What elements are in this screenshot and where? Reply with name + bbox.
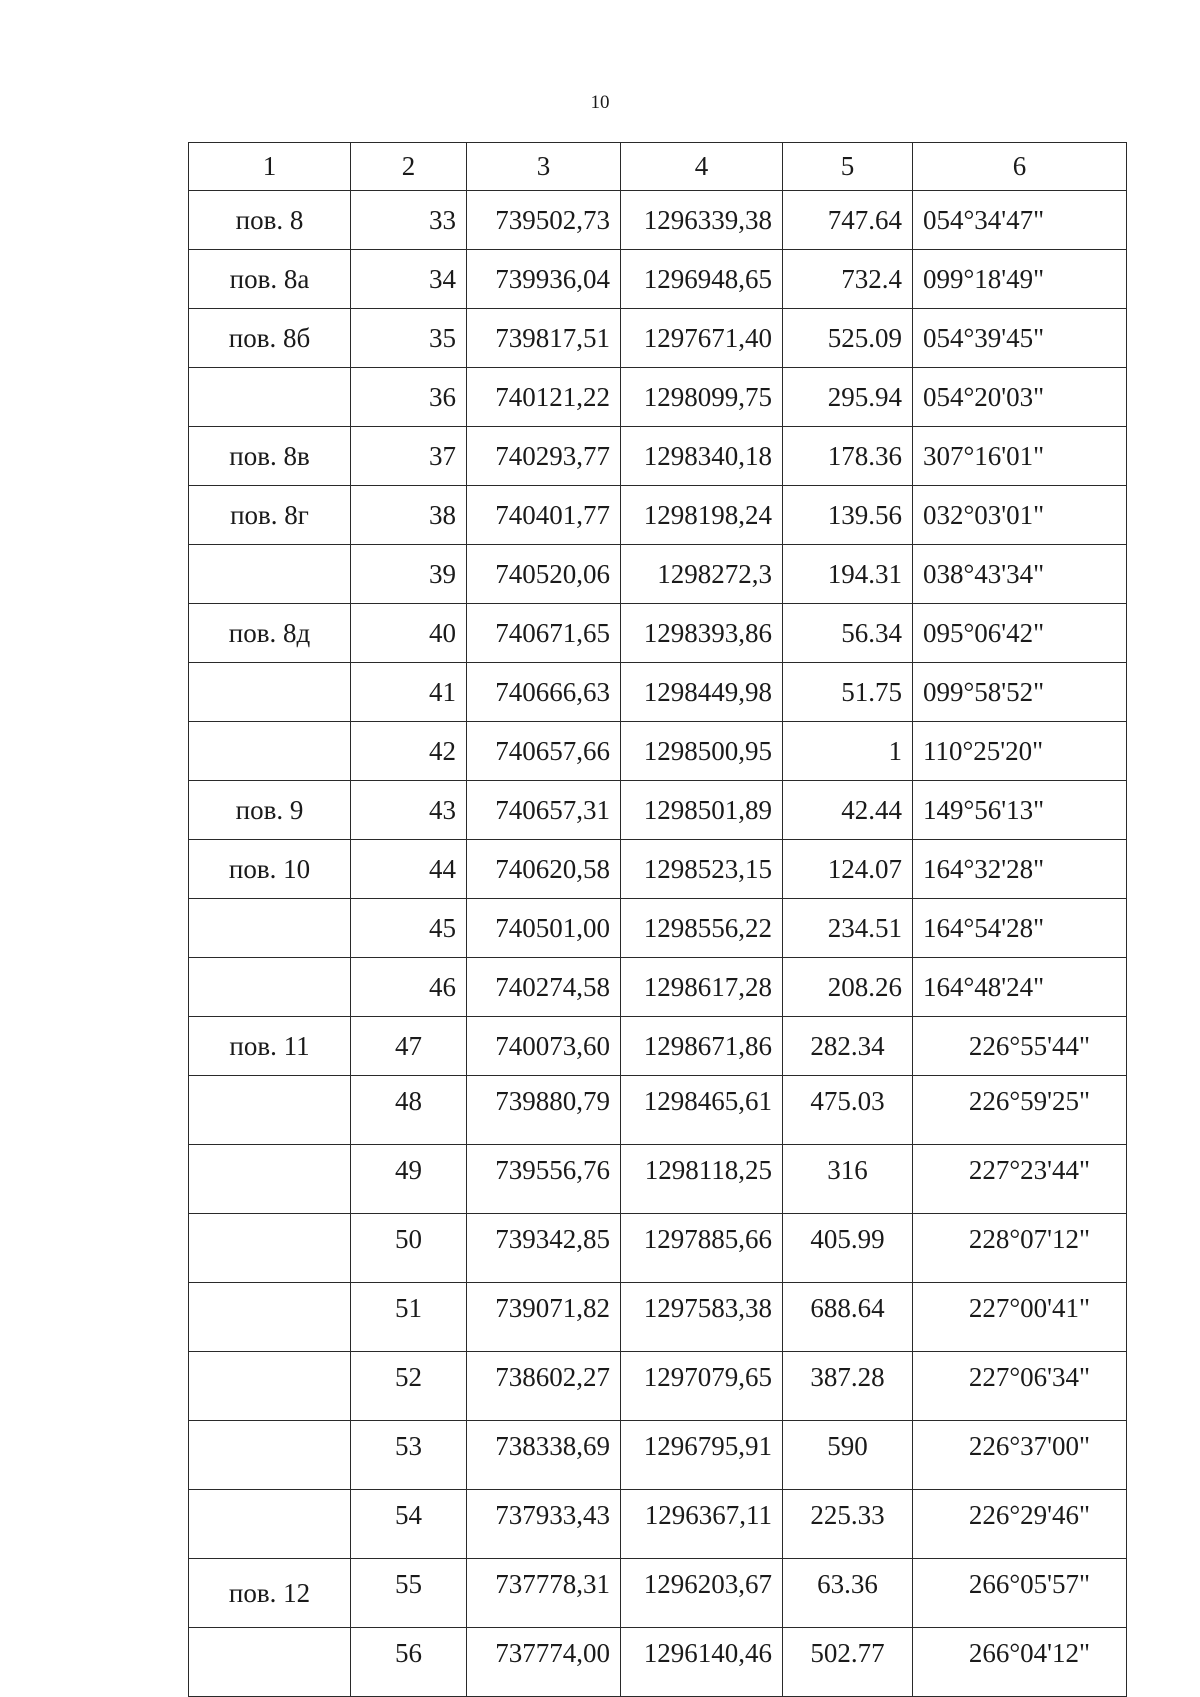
cell-direction-angle: 032°03'01" <box>913 486 1127 545</box>
cell-x-coordinate: 739502,73 <box>467 191 621 250</box>
header-col-2: 2 <box>351 143 467 191</box>
cell-y-coordinate: 1297079,65 <box>621 1352 783 1421</box>
cell-turn-label <box>189 368 351 427</box>
cell-turn-label: пов. 10 <box>189 840 351 899</box>
cell-x-coordinate: 739880,79 <box>467 1076 621 1145</box>
cell-y-coordinate: 1298393,86 <box>621 604 783 663</box>
cell-direction-angle: 226°37'00" <box>913 1421 1127 1490</box>
cell-distance: 194.31 <box>783 545 913 604</box>
header-row <box>189 143 1127 191</box>
cell-direction-angle: 227°23'44" <box>913 1145 1127 1214</box>
cell-turn-label <box>189 1490 351 1559</box>
cell-direction-angle: 226°55'44" <box>913 1017 1127 1076</box>
cell-distance: 590 <box>783 1421 913 1490</box>
cell-turn-label <box>189 899 351 958</box>
cell-distance: 56.34 <box>783 604 913 663</box>
cell-distance: 42.44 <box>783 781 913 840</box>
cell-point-number: 38 <box>351 486 467 545</box>
cell-x-coordinate: 740657,66 <box>467 722 621 781</box>
cell-x-coordinate: 739342,85 <box>467 1214 621 1283</box>
cell-turn-label: пов. 8в <box>189 427 351 486</box>
cell-point-number: 54 <box>351 1490 467 1559</box>
cell-x-coordinate: 737778,31 <box>467 1559 621 1628</box>
cell-direction-angle: 054°20'03" <box>913 368 1127 427</box>
cell-distance: 502.77 <box>783 1628 913 1697</box>
cell-point-number: 48 <box>351 1076 467 1145</box>
cell-distance: 1 <box>783 722 913 781</box>
cell-x-coordinate: 737933,43 <box>467 1490 621 1559</box>
page-number: 10 <box>590 92 610 113</box>
cell-direction-angle: 227°06'34" <box>913 1352 1127 1421</box>
cell-point-number: 35 <box>351 309 467 368</box>
cell-point-number: 42 <box>351 722 467 781</box>
cell-point-number: 39 <box>351 545 467 604</box>
cell-point-number: 45 <box>351 899 467 958</box>
cell-distance: 688.64 <box>783 1283 913 1352</box>
cell-x-coordinate: 740520,06 <box>467 545 621 604</box>
cell-y-coordinate: 1298671,86 <box>621 1017 783 1076</box>
cell-direction-angle: 266°04'12" <box>913 1628 1127 1697</box>
cell-y-coordinate: 1297885,66 <box>621 1214 783 1283</box>
cell-x-coordinate: 740501,00 <box>467 899 621 958</box>
cell-distance: 63.36 <box>783 1559 913 1628</box>
cell-y-coordinate: 1298523,15 <box>621 840 783 899</box>
cell-distance: 747.64 <box>783 191 913 250</box>
cell-y-coordinate: 1298198,24 <box>621 486 783 545</box>
table-row <box>189 1017 1127 1076</box>
table-body <box>189 191 1127 1697</box>
table-row <box>189 1352 1127 1421</box>
header-col-5: 5 <box>783 143 913 191</box>
cell-x-coordinate: 740073,60 <box>467 1017 621 1076</box>
table-header <box>189 143 1127 191</box>
cell-distance: 225.33 <box>783 1490 913 1559</box>
cell-point-number: 53 <box>351 1421 467 1490</box>
cell-direction-angle: 164°32'28" <box>913 840 1127 899</box>
cell-y-coordinate: 1298118,25 <box>621 1145 783 1214</box>
table-row <box>189 722 1127 781</box>
cell-y-coordinate: 1298617,28 <box>621 958 783 1017</box>
cell-turn-label <box>189 1145 351 1214</box>
cell-y-coordinate: 1297583,38 <box>621 1283 783 1352</box>
cell-point-number: 44 <box>351 840 467 899</box>
cell-y-coordinate: 1296795,91 <box>621 1421 783 1490</box>
cell-y-coordinate: 1298500,95 <box>621 722 783 781</box>
cell-y-coordinate: 1298272,3 <box>621 545 783 604</box>
coordinates-table <box>188 142 1127 1697</box>
cell-y-coordinate: 1298099,75 <box>621 368 783 427</box>
cell-direction-angle: 226°59'25" <box>913 1076 1127 1145</box>
cell-turn-label <box>189 1352 351 1421</box>
table-row <box>189 840 1127 899</box>
cell-point-number: 52 <box>351 1352 467 1421</box>
cell-point-number: 50 <box>351 1214 467 1283</box>
cell-distance: 208.26 <box>783 958 913 1017</box>
cell-x-coordinate: 737774,00 <box>467 1628 621 1697</box>
cell-distance: 295.94 <box>783 368 913 427</box>
cell-turn-label <box>189 1214 351 1283</box>
cell-y-coordinate: 1298340,18 <box>621 427 783 486</box>
cell-turn-label: пов. 9 <box>189 781 351 840</box>
table-row <box>189 545 1127 604</box>
table-row <box>189 1283 1127 1352</box>
cell-direction-angle: 095°06'42" <box>913 604 1127 663</box>
cell-direction-angle: 054°39'45" <box>913 309 1127 368</box>
cell-distance: 234.51 <box>783 899 913 958</box>
cell-turn-label <box>189 1421 351 1490</box>
cell-distance: 178.36 <box>783 427 913 486</box>
cell-turn-label <box>189 1628 351 1697</box>
cell-x-coordinate: 740666,63 <box>467 663 621 722</box>
cell-distance: 124.07 <box>783 840 913 899</box>
cell-direction-angle: 099°58'52" <box>913 663 1127 722</box>
cell-turn-label: пов. 11 <box>189 1017 351 1076</box>
cell-turn-label: пов. 8а <box>189 250 351 309</box>
cell-distance: 525.09 <box>783 309 913 368</box>
cell-point-number: 34 <box>351 250 467 309</box>
cell-turn-label <box>189 545 351 604</box>
table-row <box>189 604 1127 663</box>
cell-x-coordinate: 740401,77 <box>467 486 621 545</box>
cell-direction-angle: 164°54'28" <box>913 899 1127 958</box>
cell-y-coordinate: 1298449,98 <box>621 663 783 722</box>
cell-y-coordinate: 1296367,11 <box>621 1490 783 1559</box>
cell-direction-angle: 038°43'34" <box>913 545 1127 604</box>
cell-point-number: 56 <box>351 1628 467 1697</box>
cell-distance: 732.4 <box>783 250 913 309</box>
cell-y-coordinate: 1296140,46 <box>621 1628 783 1697</box>
cell-point-number: 51 <box>351 1283 467 1352</box>
header-col-3: 3 <box>467 143 621 191</box>
table-row <box>189 486 1127 545</box>
cell-point-number: 55 <box>351 1559 467 1628</box>
cell-point-number: 47 <box>351 1017 467 1076</box>
cell-y-coordinate: 1296203,67 <box>621 1559 783 1628</box>
cell-turn-label <box>189 722 351 781</box>
cell-x-coordinate: 740274,58 <box>467 958 621 1017</box>
table-row <box>189 250 1127 309</box>
cell-y-coordinate: 1298501,89 <box>621 781 783 840</box>
cell-turn-label <box>189 958 351 1017</box>
cell-direction-angle: 226°29'46" <box>913 1490 1127 1559</box>
cell-direction-angle: 054°34'47" <box>913 191 1127 250</box>
table-row <box>189 1628 1127 1697</box>
cell-x-coordinate: 740293,77 <box>467 427 621 486</box>
cell-x-coordinate: 738602,27 <box>467 1352 621 1421</box>
cell-point-number: 41 <box>351 663 467 722</box>
cell-distance: 282.34 <box>783 1017 913 1076</box>
cell-point-number: 40 <box>351 604 467 663</box>
header-col-4: 4 <box>621 143 783 191</box>
cell-point-number: 33 <box>351 191 467 250</box>
cell-x-coordinate: 739817,51 <box>467 309 621 368</box>
cell-direction-angle: 110°25'20" <box>913 722 1127 781</box>
cell-distance: 51.75 <box>783 663 913 722</box>
cell-direction-angle: 266°05'57" <box>913 1559 1127 1628</box>
table-row <box>189 899 1127 958</box>
cell-x-coordinate: 739071,82 <box>467 1283 621 1352</box>
cell-distance: 387.28 <box>783 1352 913 1421</box>
table-row <box>189 663 1127 722</box>
cell-turn-label: пов. 8г <box>189 486 351 545</box>
cell-direction-angle: 228°07'12" <box>913 1214 1127 1283</box>
cell-turn-label: пов. 8б <box>189 309 351 368</box>
cell-distance: 139.56 <box>783 486 913 545</box>
cell-y-coordinate: 1298465,61 <box>621 1076 783 1145</box>
table-row <box>189 1421 1127 1490</box>
cell-distance: 475.03 <box>783 1076 913 1145</box>
cell-point-number: 37 <box>351 427 467 486</box>
cell-distance: 316 <box>783 1145 913 1214</box>
cell-x-coordinate: 739556,76 <box>467 1145 621 1214</box>
cell-x-coordinate: 739936,04 <box>467 250 621 309</box>
cell-direction-angle: 164°48'24" <box>913 958 1127 1017</box>
cell-direction-angle: 149°56'13" <box>913 781 1127 840</box>
cell-y-coordinate: 1297671,40 <box>621 309 783 368</box>
table-row <box>189 1490 1127 1559</box>
cell-point-number: 46 <box>351 958 467 1017</box>
table-row <box>189 427 1127 486</box>
table-row <box>189 1559 1127 1628</box>
cell-point-number: 43 <box>351 781 467 840</box>
cell-turn-label: пов. 8д <box>189 604 351 663</box>
header-col-6: 6 <box>913 143 1127 191</box>
cell-point-number: 36 <box>351 368 467 427</box>
cell-point-number: 49 <box>351 1145 467 1214</box>
table-row <box>189 1076 1127 1145</box>
cell-turn-label: пов. 8 <box>189 191 351 250</box>
cell-x-coordinate: 740657,31 <box>467 781 621 840</box>
cell-x-coordinate: 738338,69 <box>467 1421 621 1490</box>
cell-direction-angle: 307°16'01" <box>913 427 1127 486</box>
cell-y-coordinate: 1298556,22 <box>621 899 783 958</box>
table-row <box>189 309 1127 368</box>
cell-x-coordinate: 740620,58 <box>467 840 621 899</box>
cell-x-coordinate: 740121,22 <box>467 368 621 427</box>
cell-direction-angle: 227°00'41" <box>913 1283 1127 1352</box>
cell-y-coordinate: 1296948,65 <box>621 250 783 309</box>
cell-distance: 405.99 <box>783 1214 913 1283</box>
table-row <box>189 1214 1127 1283</box>
cell-turn-label <box>189 1283 351 1352</box>
table-row <box>189 368 1127 427</box>
table-row <box>189 1145 1127 1214</box>
table-row <box>189 781 1127 840</box>
cell-turn-label <box>189 1076 351 1145</box>
cell-turn-label: пов. 12 <box>189 1559 351 1628</box>
table-row <box>189 191 1127 250</box>
table-row <box>189 958 1127 1017</box>
cell-x-coordinate: 740671,65 <box>467 604 621 663</box>
cell-turn-label <box>189 663 351 722</box>
cell-direction-angle: 099°18'49" <box>913 250 1127 309</box>
cell-y-coordinate: 1296339,38 <box>621 191 783 250</box>
header-col-1: 1 <box>189 143 351 191</box>
